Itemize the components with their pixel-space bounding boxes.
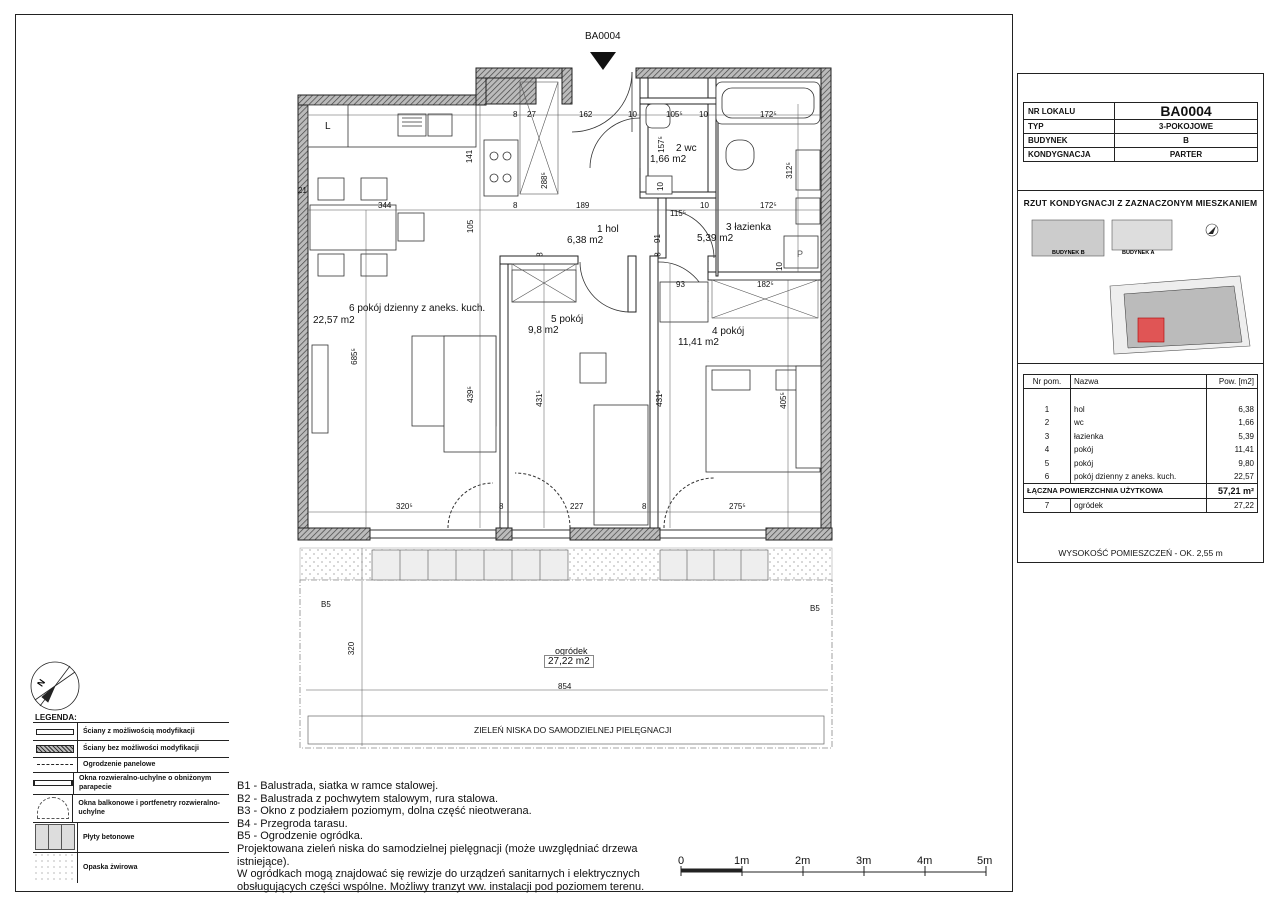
room4-area: 11,41 m2: [678, 337, 719, 348]
room4-name: 4 pokój: [712, 326, 745, 337]
table-row: 6 pokój dzienny z aneks. kuch. 22,57: [1024, 470, 1258, 484]
table-row: 5 pokój 9,80: [1024, 456, 1258, 469]
dim: 8: [513, 110, 518, 119]
table-row: 7 ogródek 27,22: [1024, 498, 1258, 512]
fridge-label: L: [325, 121, 331, 132]
dim: 8: [499, 502, 504, 511]
dim: 141: [465, 149, 475, 164]
dim: 275⁵: [729, 502, 746, 511]
plan-title: RZUT KONDYGNACJI Z ZAZNACZONYM MIESZKANIEM: [1023, 198, 1258, 208]
dim: 10: [655, 182, 665, 191]
building-a-label: BUDYNEK A: [1122, 250, 1155, 256]
room5-area: 9,8 m2: [528, 325, 559, 336]
legend-title: LEGENDA:: [35, 713, 77, 722]
dim: 8: [535, 252, 545, 257]
room6-name: 6 pokój dzienny z aneks. kuch.: [349, 303, 486, 314]
total-label: ŁĄCZNA POWIERZCHNIA UŻYTKOWA: [1024, 484, 1207, 498]
room6-area: 22,57 m2: [313, 315, 355, 326]
room1-name: 1 hol: [597, 224, 619, 235]
info-panel: [1017, 73, 1264, 563]
unit-marker-label: BA0004: [585, 31, 621, 42]
dim: 27: [527, 110, 536, 119]
unit-info-table: NR LOKALU BA0004 TYP 3-POKOJOWE BUDYNEK B KONDYGNACJA PARTER: [1023, 102, 1258, 162]
rooms-table: Nr pom. Nazwa Pow. [m2] 1 hol 6,38 2 wc 1,66 3 łazienka 5,39 4 pokój 11,41 5 pokój 9,80 6 pokój dzienny z aneks. kuch. 22,57 ŁĄCZNA POWIERZCHNIA UŻYTKOWA 57,21 m² 7 ogródek 27,22: [1023, 374, 1258, 513]
scale-label: 2m: [795, 855, 811, 867]
room2-name: 2 wc: [676, 143, 697, 154]
dim: 162: [579, 110, 593, 119]
garden-name: ogródek: [555, 646, 588, 656]
dim: 685⁵: [349, 348, 359, 365]
dim: 105⁵: [666, 110, 683, 119]
height-note: WYSOKOŚĆ POMIESZCZEŃ - OK. 2,55 m: [1058, 548, 1223, 558]
legend: Ściany z możliwością modyfikacji Ściany bez możliwości modyfikacji Ogrodzenie panelowe Okna rozwieralno-uchylne o obniżonym parapecie Okna balkonowe i portfenetry rozwieralno-uchylne Płyty betonowe Opaska żwirowa: [33, 722, 229, 883]
dim: 320⁵: [396, 502, 413, 511]
dim: 182⁵: [757, 280, 774, 289]
dim: 312⁵: [784, 162, 794, 179]
scale-label: 4m: [917, 855, 933, 867]
scale-label: 0: [678, 855, 685, 867]
north-label: N: [35, 677, 48, 689]
garden-area: 27,22 m2: [544, 655, 594, 668]
dim: 8: [653, 252, 663, 257]
notes-extra: Projektowana zieleń niska do samodzielnej pielęgnacji (może uwzględniać drzewa istniejące). W ogródkach mogą znajdować się rewizje do urządzeń sanitarnych i elektrycznych obsługujących części wspólne. Możliwy tranzyt ww. instalacji pod poziomem terenu.: [237, 843, 645, 893]
scale-label: 3m: [856, 855, 872, 867]
scale-bar: [681, 866, 986, 876]
dim: 405⁵: [778, 392, 788, 409]
unit-number: BA0004: [1115, 103, 1258, 120]
table-row: 1 hol 6,38: [1024, 403, 1258, 416]
dim: B5: [810, 604, 820, 613]
dim: 93: [676, 280, 685, 289]
room3-name: 3 łazienka: [726, 222, 772, 233]
dim: 105: [466, 219, 476, 234]
dim: B5: [321, 600, 331, 609]
dim: 320: [347, 641, 357, 656]
dim: 115⁵: [670, 209, 687, 218]
room5-name: 5 pokój: [551, 314, 584, 325]
table-row: 4 pokój 11,41: [1024, 443, 1258, 456]
dim: 344: [378, 201, 392, 210]
dim: 227: [570, 502, 584, 511]
entry-marker-icon: [590, 52, 616, 70]
room1-area: 6,38 m2: [567, 235, 604, 246]
dim: 91: [652, 234, 662, 243]
balcony-windows: [370, 473, 766, 538]
dim: 431⁵: [654, 390, 664, 407]
dim: 288⁵: [539, 172, 549, 189]
dim: 172⁵: [760, 201, 777, 210]
dim: 157⁵: [656, 136, 666, 153]
room2-area: 1,66 m2: [650, 154, 687, 165]
dim: 8: [513, 201, 518, 210]
table-row: 2 wc 1,66: [1024, 416, 1258, 429]
dim: 439⁵: [465, 386, 475, 403]
dim: 21: [298, 186, 307, 195]
dim: 172⁵: [760, 110, 777, 119]
building-b-label: BUDYNEK B: [1052, 250, 1085, 256]
dim: 8: [642, 502, 647, 511]
p-label: P: [797, 249, 804, 259]
dim: 854: [558, 682, 572, 691]
room3-area: 5,39 m2: [697, 233, 734, 244]
key-plan: [1028, 216, 1260, 364]
total-value: 57,21 m²: [1207, 484, 1258, 498]
dim: 10: [700, 201, 709, 210]
dim: 431⁵: [534, 390, 544, 407]
green-strip-label: ZIELEŃ NISKA DO SAMODZIELNEJ PIELĘGNACJI: [474, 725, 672, 735]
dim: 10: [699, 110, 708, 119]
dim: 189: [576, 201, 590, 210]
dining-set: [310, 178, 424, 276]
notes: B1 - Balustrada, siatka w ramce stalowej. B2 - Balustrada z pochwytem stalowym, rura stalowa. B3 - Okno z podziałem poziomym, dolna część nieotwerana. B4 - Przegroda tarasu. B5 - Ogrodzenie ogródka.: [237, 780, 532, 843]
scale-label: 5m: [977, 855, 993, 867]
table-row: 3 łazienka 5,39: [1024, 430, 1258, 443]
dim: 10: [774, 262, 784, 271]
scale-label: 1m: [734, 855, 750, 867]
dim: 10: [628, 110, 637, 119]
